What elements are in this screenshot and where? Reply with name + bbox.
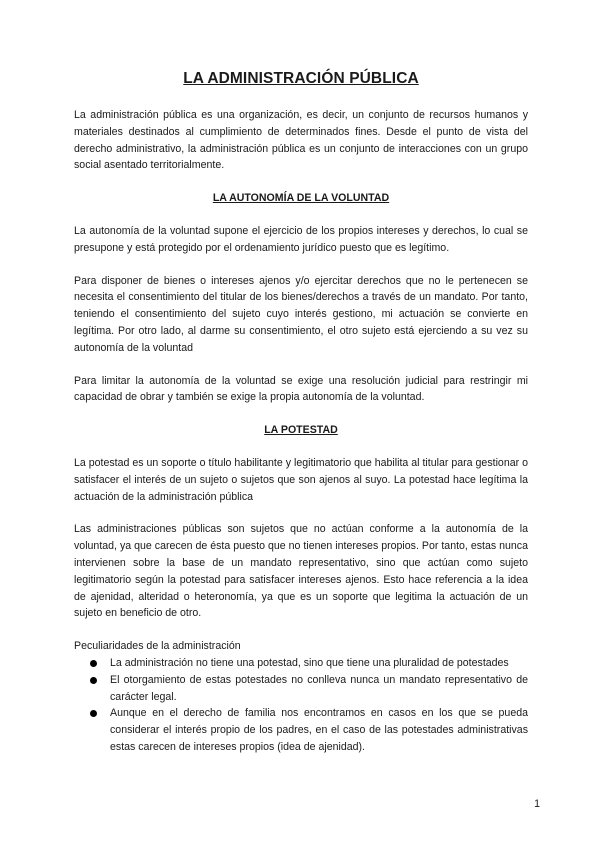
list-item [74,672,528,706]
page-number: 1 [534,798,540,810]
list-item [74,705,528,755]
intro-paragraph: La administración pública es una organización, es decir, un conjunto de recursos humanos y materiales destinados al cumplimiento de determinados fines. Desde el punto de vista del derecho administrativo, la administración pública es un conjunto de interacciones con un grupo social asentado territorialmente. [74,109,528,172]
section-heading-potestad: LA POTESTAD [264,424,338,437]
paragraph: Las administraciones públicas son sujetos que no actúan conforme a la autonomía de la voluntad, ya que carecen de ésta puesto que no tienen intereses propios. Por tanto, estas nunca intervienen sobre la base de un mandato representativo, sino que actúan como sujeto legitimatorio según la potestad para satisfacer intereses ajenos. Esto hace referencia a la idea de ajenidad, alteridad o heteronomía, ya que es un soporte que legitima la actuación de un sujeto en beneficio de otro. [74,523,528,620]
list-item-text: Aunque en el derecho de familia nos encontramos en casos en los que se pueda considerar el interés propio de los padres, en el caso de las potestades administrativas estas carecen de intereses propios (idea de ajenidad). [110,707,528,753]
bullet-icon [90,660,97,667]
bullet-icon [90,677,97,684]
list-item [74,655,528,672]
peculiarities-list [74,655,528,756]
section-heading-autonomia: LA AUTONOMÍA DE LA VOLUNTAD [212,192,390,205]
paragraph: Para limitar la autonomía de la voluntad se exige una resolución judicial para restringir mi capacidad de obrar y también se exige la propia autonomía de la voluntad. [74,374,528,404]
list-item-text: El otorgamiento de estas potestades no conlleva nunca un mandato representativo de carácter legal. [110,673,528,703]
paragraph: La autonomía de la voluntad supone el ejercicio de los propios intereses y derechos, lo cual se presupone y está protegido por el ordenamiento jurídico puesto que es legítimo. [74,224,528,254]
paragraph: Para disponer de bienes o intereses ajenos y/o ejercitar derechos que no le pertenecen se necesita el consentimiento del titular de los bienes/derechos a través de un mandato. Por tanto, teniendo el consentimiento del sujeto cuyo interés gestiono, mi actuación se convierte en legítima. Por otro lado, al darme su consentimiento, el otro sujeto está ejerciendo a su vez su autonomía de la voluntad [74,274,528,354]
list-title: Peculiaridades de la administración [74,640,241,653]
bullet-icon [90,710,97,717]
paragraph: La potestad es un soporte o título habilitante y legitimatorio que habilita al titular para gestionar o satisfacer el interés de un sujeto o sujetos que son ajenos al suyo. La potestad hace legítima la actuación de la administración pública [74,456,528,503]
document-page [74,70,528,756]
document-title: LA ADMINISTRACIÓN PÚBLICA [183,70,419,87]
list-item-text: La administración no tiene una potestad, sino que tiene una pluralidad de potestades [110,656,509,669]
